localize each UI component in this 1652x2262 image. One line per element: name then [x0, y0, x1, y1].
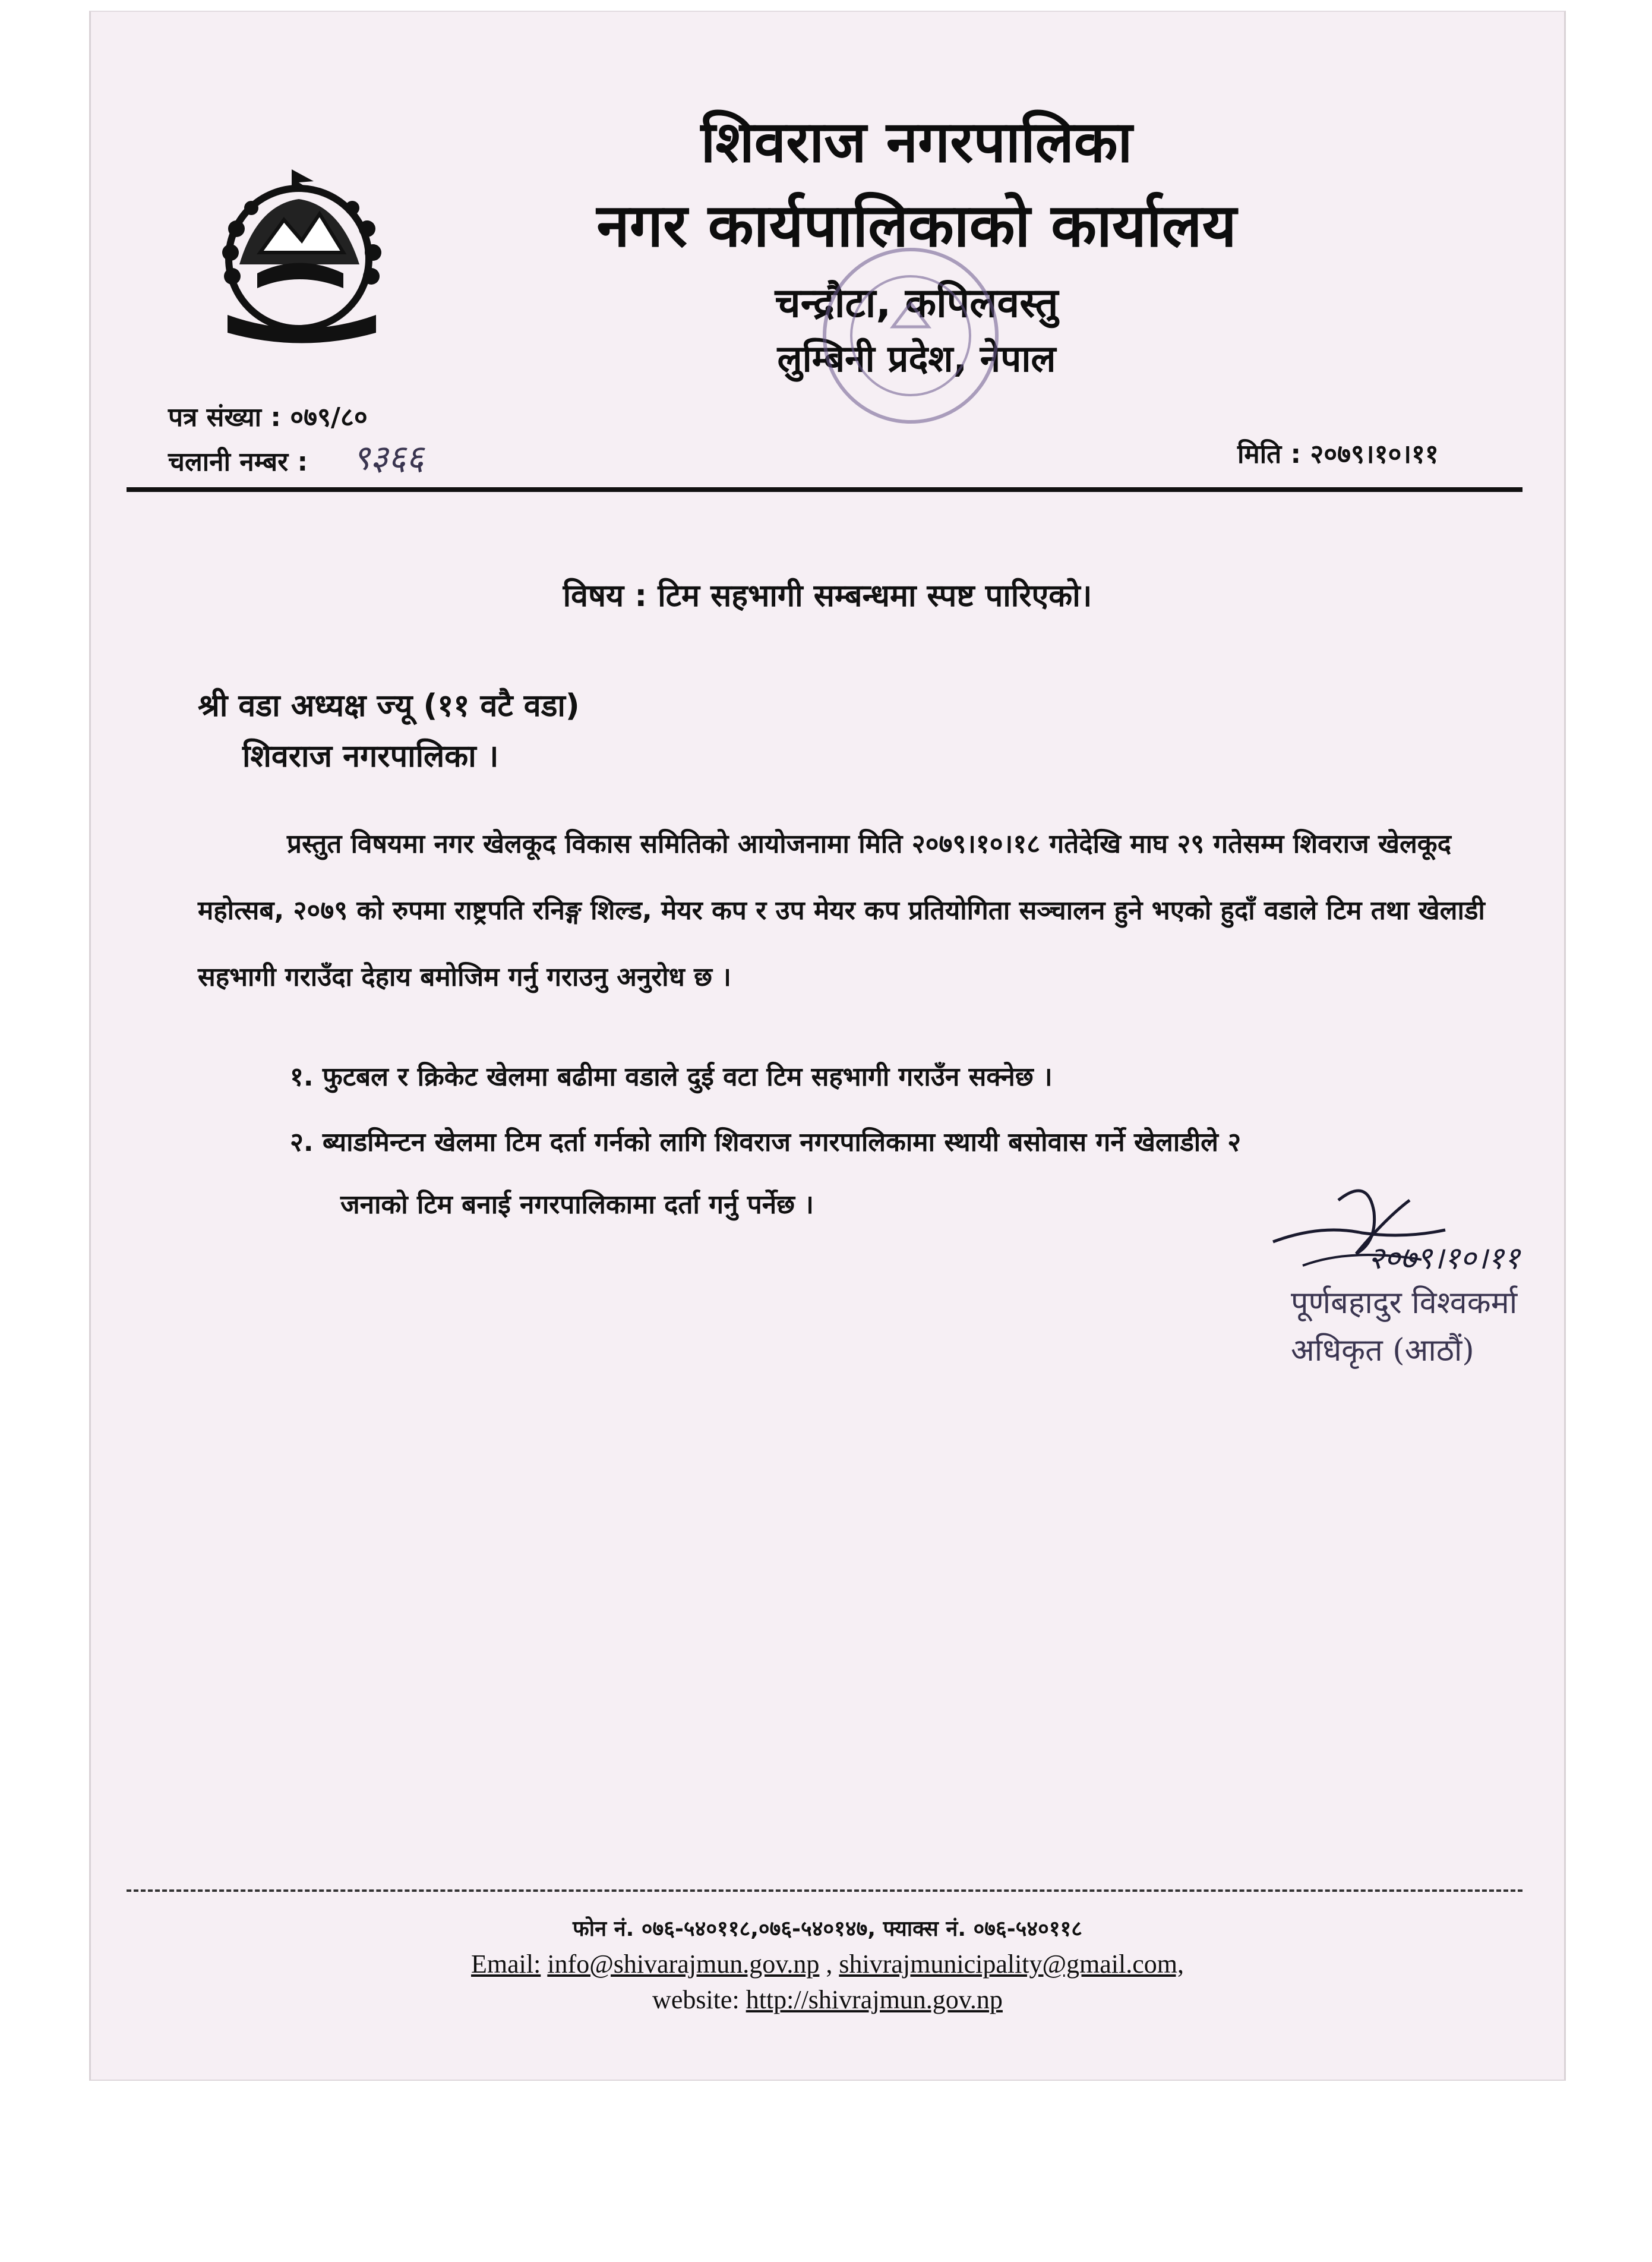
office-address-line1: चन्द्रौटा, कपिलवस्तु — [775, 280, 1059, 327]
dispatch-number-label: चलानी नम्बर : — [168, 447, 308, 477]
body-paragraph: प्रस्तुत विषयमा नगर खेलकूद विकास समितिको आयोजनामा मिति २०७९।१०।१८ गतेदेखि माघ २९ गतेसम्म शिवराज खेलकूद महोत्सब, २०७९ को रुपमा राष्ट्रपति रनिङ्ग शिल्ड, मेयर कप र उप मेयर कप प्रतियोगिता सञ्चालन हुने भएको हुदाँ वडाले टिम तथा खेलाडी सहभागी गराउँदा देहाय बमोजिम गर्नु गराउनु अनुरोध छ । — [198, 829, 1485, 992]
website-link[interactable]: http://shivrajmun.gov.np — [746, 1985, 1003, 2014]
addressee-line1: श्री वडा अध्यक्ष ज्यू (११ वटै वडा) — [198, 688, 580, 724]
email-separator: , — [819, 1949, 839, 1979]
office-name-line1: शिवराज नगरपालिका — [700, 109, 1133, 175]
dispatch-number-handwritten: ९३६६ — [352, 437, 424, 478]
office-name-line2: नगर कार्यपालिकाको कार्यालय — [596, 191, 1237, 260]
footer-phone: फोन नं. ०७६-५४०११८,०७६-५४०१४७, फ्याक्स नं. ०७६-५४०११८ — [573, 1917, 1082, 1941]
email-label: Email: — [471, 1949, 541, 1979]
website-label: website: — [652, 1985, 740, 2014]
office-address-line2: लुम्बिनी प्रदेश, नेपाल — [777, 337, 1056, 380]
signatory-title: अधिकृत (आठौं) — [1291, 1333, 1474, 1368]
email-link-1[interactable]: info@shivarajmun.gov.np — [547, 1949, 820, 1979]
letter-subject: विषय : टिम सहभागी सम्बन्धमा स्पष्ट पारिएको। — [563, 578, 1092, 614]
list-item-2-line1: २. ब्याडमिन्टन खेलमा टिम दर्ता गर्नको लागि शिवराज नगरपालिकामा स्थायी बसोवास गर्ने खेलाडीले २ — [290, 1127, 1242, 1157]
signatory-name: पूर्णबहादुर विश्वकर्मा — [1291, 1285, 1518, 1321]
letter-date: मिति : २०७९।१०।११ — [1237, 439, 1439, 469]
signature-date-handwritten: २०७९।१०।११ — [1368, 1241, 1520, 1276]
footer-email-line — [91, 1949, 1564, 1979]
addressee-line2: शिवराज नगरपालिका । — [242, 739, 499, 774]
footer-divider — [127, 1889, 1523, 1892]
list-item-1: १. फुटबल र क्रिकेट खेलमा बढीमा वडाले दुई वटा टिम सहभागी गराउँन सक्नेछ । — [290, 1062, 1053, 1092]
office-stamp — [804, 238, 1018, 434]
footer-website-line — [91, 1985, 1564, 2015]
header-rule — [127, 487, 1523, 492]
letter-sheet — [89, 11, 1566, 2081]
letter-number: पत्र संख्या : ०७९/८० — [168, 402, 368, 433]
email-link-2[interactable]: shivrajmunicipality@gmail.com, — [839, 1949, 1184, 1979]
list-item-2-line2: जनाको टिम बनाई नगरपालिकामा दर्ता गर्नु पर्नेछ । — [340, 1190, 814, 1220]
